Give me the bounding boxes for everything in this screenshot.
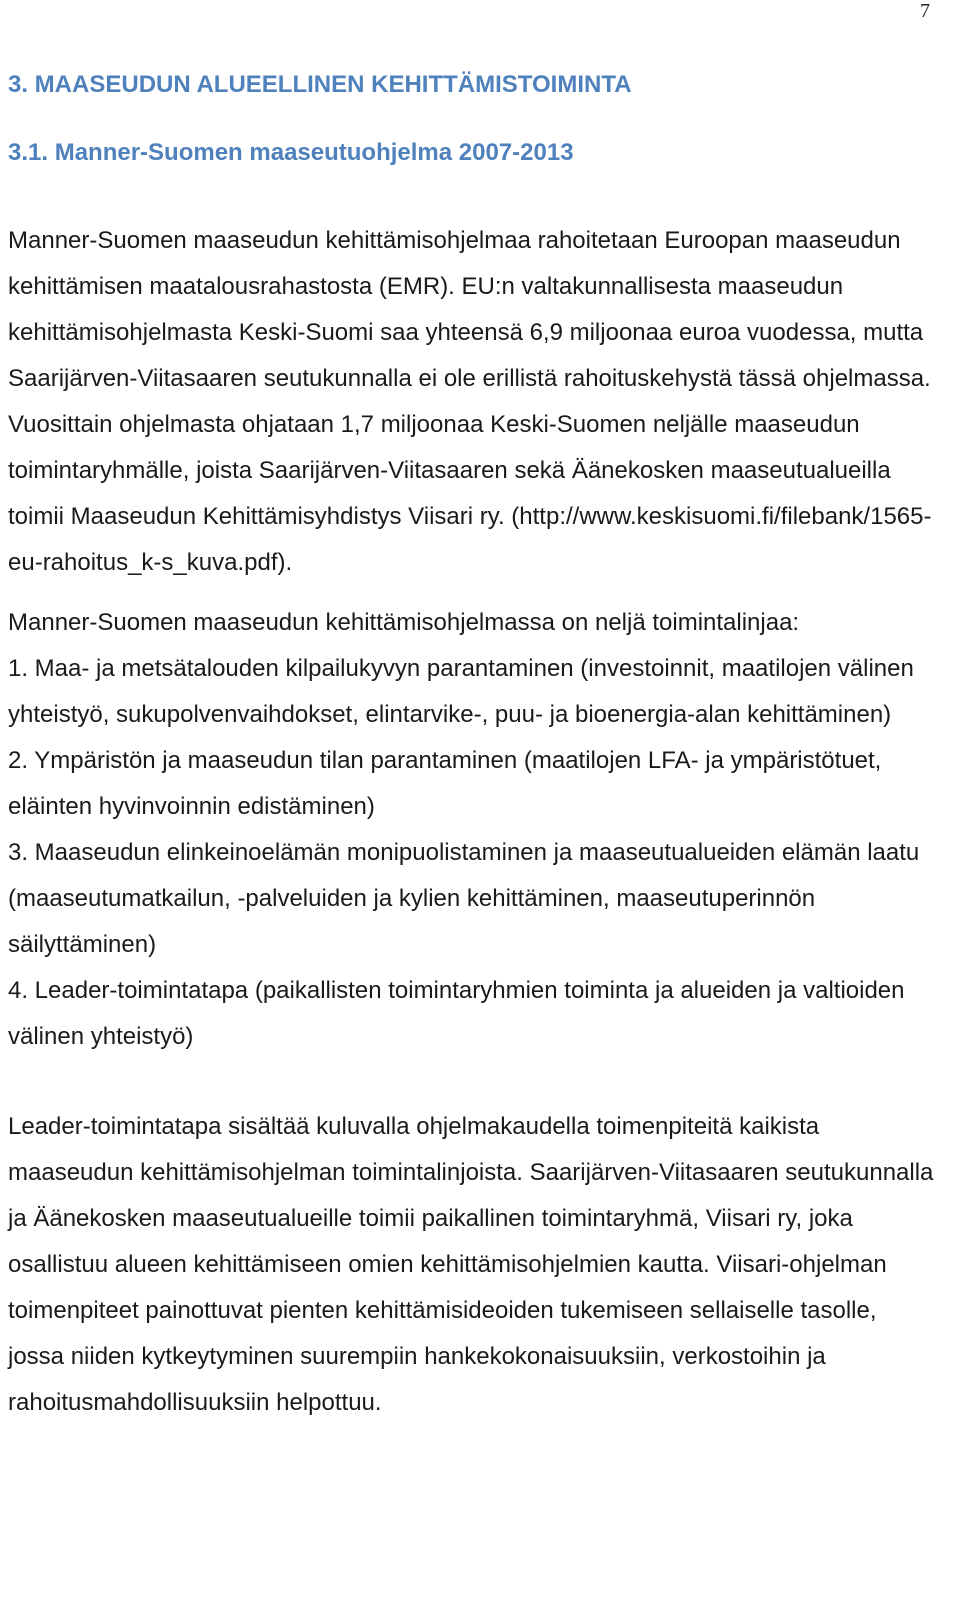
toimintalinjat-intro: Manner-Suomen maaseudun kehittämisohjelmassa on neljä toimintalinjaa: — [8, 609, 800, 636]
document-body — [8, 62, 938, 1426]
page-number: 7 — [920, 0, 930, 22]
toimintalinja-item: 1. Maa- ja metsätalouden kilpailukyvyn parantaminen (investoinnit, maatilojen välinen yhteistyö, sukupolvenvaihdokset, elintarvike-, puu- ja bioenergia-alan kehittäminen) — [8, 655, 914, 728]
toimintalinja-item: 4. Leader-toimintatapa (paikallisten toimintaryhmien toiminta ja alueiden ja valtioiden välinen yhteistyö) — [8, 977, 905, 1050]
chapter-heading: 3. MAASEUDUN ALUEELLINEN KEHITTÄMISTOIMINTA — [8, 71, 632, 98]
toimintalinja-item: 3. Maaseudun elinkeinoelämän monipuolistaminen ja maaseutualueiden elämän laatu (maaseutumatkailun, -palveluiden ja kylien kehittäminen, maaseutuperinnön säilyttäminen) — [8, 839, 920, 958]
section-heading: 3.1. Manner-Suomen maaseutuohjelma 2007-2013 — [8, 139, 574, 166]
toimintalinja-item: 2. Ympäristön ja maaseudun tilan parantaminen (maatilojen LFA- ja ympäristötuet, eläinten hyvinvoinnin edistäminen) — [8, 747, 882, 820]
intro-paragraph: Manner-Suomen maaseudun kehittämisohjelmaa rahoitetaan Euroopan maaseudun kehittämisen maatalousrahastosta (EMR). EU:n valtakunnallisesta maaseudun kehittämisohjelmasta Keski-Suomi saa yhteensä 6,9 miljoonaa euroa vuodessa, mutta Saarijärven-Viitasaaren seutukunnalla ei ole erillistä rahoituskehystä tässä ohjelmassa. Vuosittain ohjelmasta ohjataan 1,7 miljoonaa Keski-Suomen neljälle maaseudun toimintaryhmälle, joista Saarijärven-Viitasaaren sekä Äänekosken maaseutualueilla toimii Maaseudun Kehittämisyhdistys Viisari ry. (http://www.keskisuomi.fi/filebank/1565-eu-rahoitus_k-s_kuva.pdf). — [8, 227, 932, 576]
leader-paragraph: Leader-toimintatapa sisältää kuluvalla ohjelmakaudella toimenpiteitä kaikista maaseudun kehittämisohjelman toimintalinjoista. Saarijärven-Viitasaaren seutukunnalla ja Äänekosken maaseutualueille toimii paikallinen toimintaryhmä, Viisari ry, joka osallistuu alueen kehittämiseen omien kehittämisohjelmien kautta. Viisari-ohjelman toimenpiteet painottuvat pienten kehittämisideoiden tukemiseen sellaiselle tasolle, jossa niiden kytkeytyminen suurempiin hankekokonaisuuksiin, verkostoihin ja rahoitusmahdollisuuksiin helpottuu. — [8, 1113, 934, 1416]
